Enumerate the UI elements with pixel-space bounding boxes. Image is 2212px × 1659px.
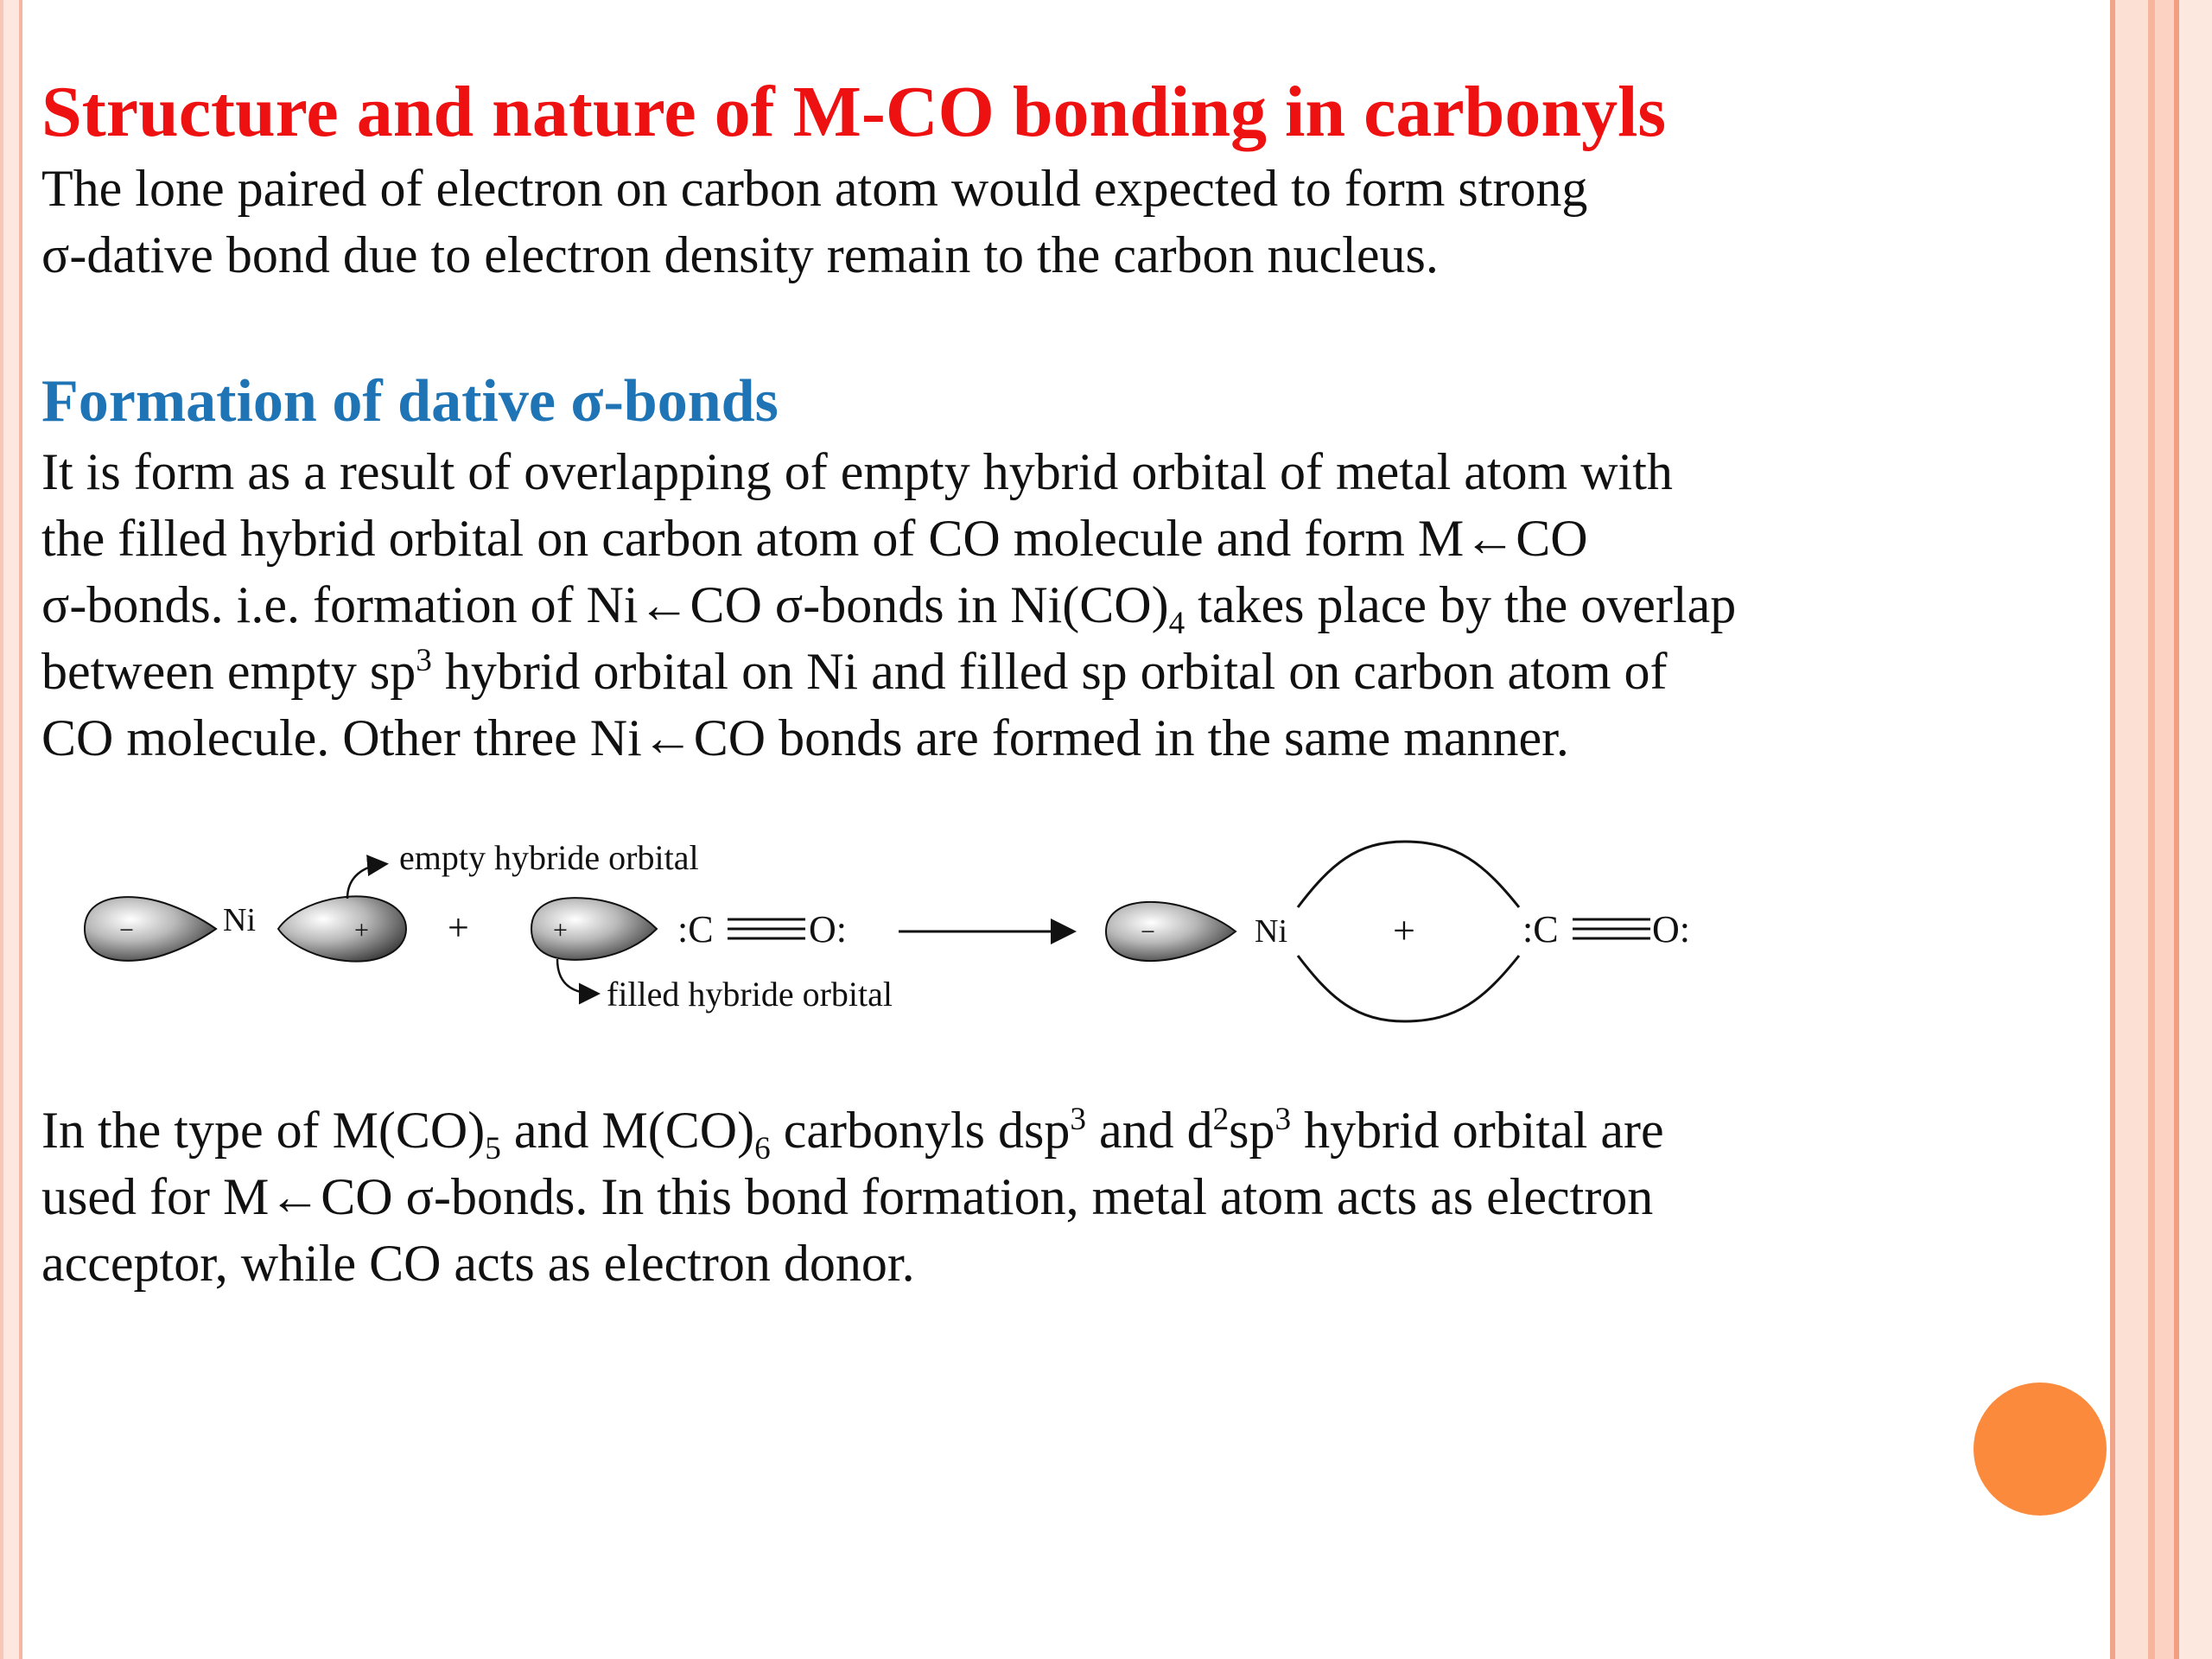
accent-circle	[1974, 1382, 2107, 1516]
left-decorative-border	[0, 0, 26, 1659]
body-line: acceptor, while CO acts as electron donor.	[41, 1235, 915, 1292]
triple-bond	[728, 919, 805, 938]
body-line: CO molecule. Other three Ni←CO bonds are formed in the same manner.	[41, 709, 1569, 766]
slide-title: Structure and nature of M-CO bonding in carbonyls	[41, 72, 1667, 152]
right-decorative-border	[2110, 0, 2212, 1659]
section-heading: Formation of dative σ-bonds	[41, 368, 779, 435]
plus-sign: +	[553, 916, 568, 944]
filled-orbital-label: filled hybride orbital	[607, 975, 893, 1014]
intro-line: The lone paired of electron on carbon atom would expected to form strong	[41, 160, 1588, 217]
body-paragraph-2	[41, 1097, 2075, 1297]
plus-sign: +	[354, 916, 369, 944]
ni-label: Ni	[223, 902, 256, 938]
oxygen-label: O:	[809, 908, 847, 950]
slide-content	[41, 69, 2075, 772]
orbital-lobe-minus-right	[1106, 902, 1236, 961]
intro-line: σ-dative bond due to electron density remain to the carbon nucleus.	[41, 226, 1439, 283]
orbital-overlap-diagram	[78, 830, 1754, 1028]
body-line: σ-bonds. i.e. formation of Ni←CO σ-bonds in $Ni(CO)_4$ takes place by the overlap	[41, 576, 1737, 641]
orbital-lobe-minus-left	[85, 897, 216, 961]
oxygen-label: O:	[1652, 908, 1690, 950]
arrow-empty-label	[347, 864, 385, 899]
carbon-label: :C	[1522, 908, 1559, 950]
orbital-lobe-filled	[531, 898, 657, 960]
plus-sign: +	[1393, 908, 1415, 952]
arrow-filled-label	[557, 959, 596, 994]
body-line: In the type of $M(CO)_5$ and $M(CO)_6$ carbonyls dsp$^3$ and $d^2sp^3$ hybrid orbital are	[41, 1102, 1664, 1166]
body-line: the filled hybrid orbital on carbon atom of CO molecule and form M←CO	[41, 510, 1588, 567]
intro-paragraph	[41, 156, 2075, 289]
orbital-lobe-empty	[278, 896, 406, 961]
minus-sign: −	[1141, 918, 1155, 946]
overlap-region	[1298, 842, 1519, 907]
carbon-label: :C	[677, 908, 714, 950]
empty-orbital-label: empty hybride orbital	[399, 838, 699, 877]
body-line: used for M←CO σ-bonds. In this bond formation, metal atom acts as electron	[41, 1168, 1654, 1225]
body-line: between empty $sp^3$ hybrid orbital on Ni and filled sp orbital on carbon atom of	[41, 643, 1668, 700]
body-paragraph-1	[41, 439, 2075, 772]
plus-sign: +	[448, 906, 469, 949]
body-line: It is form as a result of overlapping of empty hybrid orbital of metal atom with	[41, 443, 1673, 500]
minus-sign: −	[119, 916, 134, 944]
triple-bond	[1573, 919, 1650, 938]
ni-label: Ni	[1255, 913, 1287, 950]
overlap-region	[1298, 956, 1519, 1021]
